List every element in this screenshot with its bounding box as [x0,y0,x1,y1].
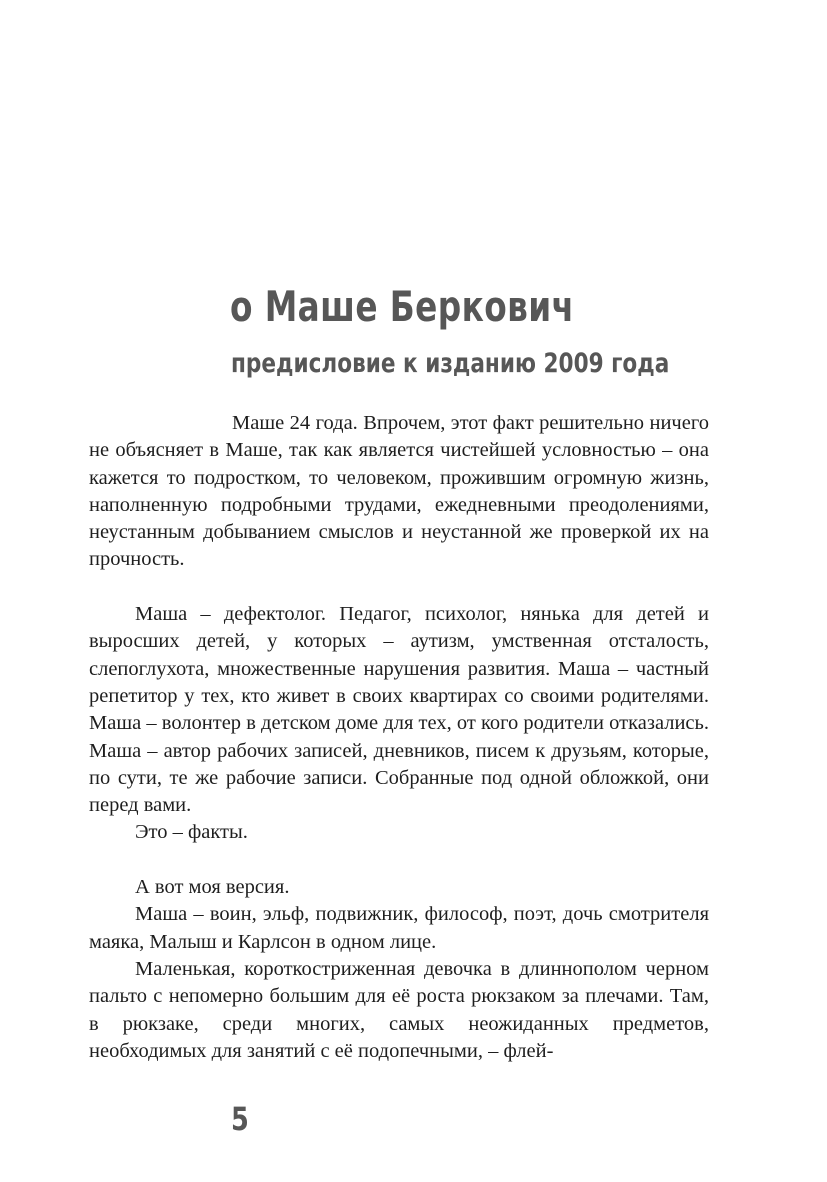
paragraph-gap [89,574,709,601]
paragraph-gap [89,847,709,874]
chapter-title: о Маше Беркович [230,282,575,331]
page-number: 5 [231,1100,249,1138]
chapter-body [89,410,709,1065]
paragraph-6: Маленькая, короткостриженная девочка в длиннополом черном пальто с непомерно большим для её роста рюкзаком за плечами. Там, в рюкзаке, среди многих, самых неожиданных предметов, необходимых для занятий с её подопечными, – флей- [89,957,709,1062]
paragraph-3: Это – факты. [135,821,248,844]
paragraph-1: Маше 24 года. Впрочем, этот факт решительно ничего не объясняет в Маше, так как является чистейшей условностью – она кажется то подростком, то человеком, прожившим огромную жизнь, наполненную подробными трудами, ежедневными преодолениями, неустанным добыванием смыслов и неустанной же проверкой их на прочность. [89,412,709,571]
chapter-subtitle: предисловие к изданию 2009 года [231,348,670,379]
paragraph-4: А вот моя версия. [135,876,290,899]
paragraph-5: Маша – воин, эльф, подвижник, философ, поэт, дочь смотрителя маяка, Малыш и Карлсон в одном лице. [89,903,709,953]
paragraph-2: Маша – дефектолог. Педагог, психолог, нянька для детей и выросших детей, у которых – аутизм, умственная отсталость, слепоглухота, множественные нарушения развития. Маша – частный репетитор у тех, кто живет в своих квартирах со своими родителями. Маша – волонтер в детском доме для тех, от кого родители отказались. Маша – автор рабочих записей, дневников, писем к друзьям, которые, по сути, те же рабочие записи. Собранные под одной обложкой, они перед вами. [89,603,709,817]
